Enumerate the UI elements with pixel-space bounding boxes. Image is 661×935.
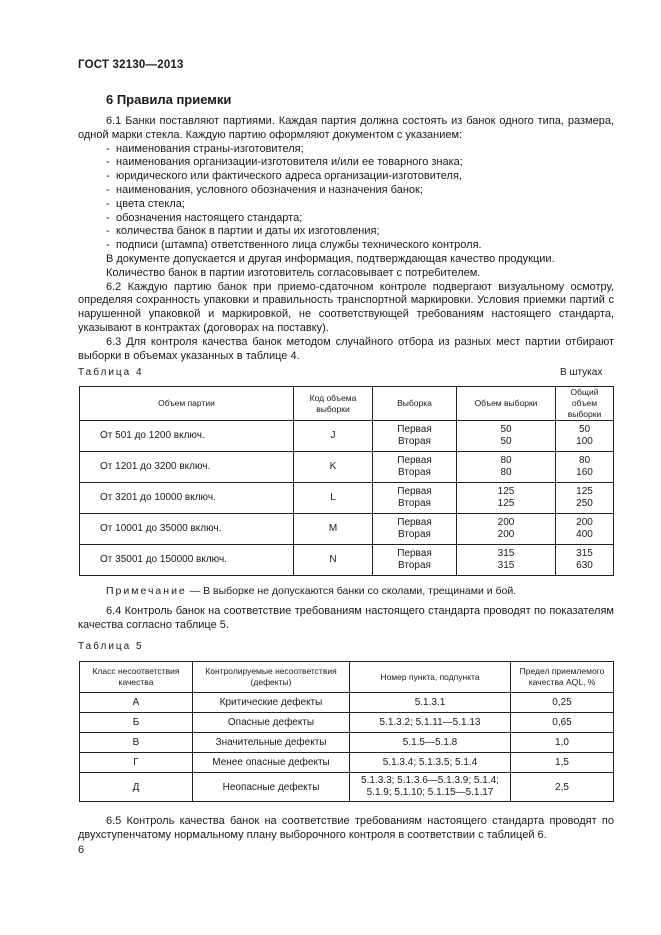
list-item: - наименования страны-изготовителя; [106, 142, 304, 155]
table-row: От 3201 до 10000 включ. L Первая Вторая 125 125 125 250 [80, 483, 614, 514]
table-4-caption: Таблица 4 [78, 367, 144, 378]
table-header: Объем выборки [457, 387, 556, 421]
table-row: Б Опасные дефекты 5.1.3.2; 5.1.11—5.1.13 0,65 [80, 713, 614, 733]
list-item: - обозначения настоящего стандарта; [106, 211, 303, 224]
paragraph-6-5: 6.5 Контроль качества банок на соответствие требованиям настоящего стандарта проводят по двухступенчатому нормальному плану выборочного контроля в соответствии с таблицей 6. [78, 815, 614, 841]
list-item: - подписи (штампа) ответственного лица службы технического контроля. [106, 239, 482, 252]
table-4 [79, 386, 614, 576]
table-row: Д Неопасные дефекты 5.1.3.3; 5.1.3.6—5.1.3.9; 5.1.4; 5.1.9; 5.1.10; 5.1.15—5.1.17 2,5 [80, 773, 614, 802]
table-row: От 10001 до 35000 включ. M Первая Вторая 200 200 200 400 [80, 514, 614, 545]
page-number: 6 [78, 844, 85, 856]
table-5 [79, 661, 614, 802]
table-header: Объем партии [80, 387, 294, 421]
document-header: ГОСТ 32130—2013 [78, 59, 184, 71]
paragraph-6-1-extra: В документе допускается и другая информация, подтверждающая качество продукции. [106, 252, 555, 265]
paragraph-6-1: 6.1 Банки поставляют партиями. Каждая партия должна состоять из банок одного типа, размера, одной марки стекла. Каждую партию оформляют документом с указанием: [78, 115, 614, 141]
section-body [78, 115, 614, 363]
table-header: Класс несоответствия качества [80, 662, 193, 693]
table-header: Общий объем выборки [556, 387, 614, 421]
section-title: 6 Правила приемки [106, 92, 232, 107]
table-note: Примечание — В выборке не допускаются банки со сколами, трещинами и бой. [106, 585, 517, 597]
table-header: Код объема выборки [294, 387, 373, 421]
paragraph-6-1-extra: Количество банок в партии изготовитель согласовывает с потребителем. [106, 266, 481, 279]
list-item: - количества банок в партии и даты их изготовления; [106, 225, 380, 238]
list-item: - юридического или фактического адреса организации-изготовителя, [106, 170, 462, 183]
list-item: - наименования организации-изготовителя и/или ее товарного знака; [106, 156, 463, 169]
table-row: От 501 до 1200 включ. J Первая Вторая 50 50 50 100 [80, 421, 614, 452]
paragraph-6-2: 6.2 Каждую партию банок при приемо-сдаточном контроле подвергают визуальному осмотру, определяя сохранность упаковки и правильность транспортной маркировки. Условия приемки партий с нарушенной упаковкой и маркировкой, не соответствующей требованиям настоящего стандарта, указывают в контрактах (договорах на поставку). [78, 280, 614, 334]
table-header: Номер пункта, подпункта [350, 662, 511, 693]
table-row: Г Менее опасные дефекты 5.1.3.4; 5.1.3.5; 5.1.4 1,5 [80, 753, 614, 773]
paragraph-6-4: 6.4 Контроль банок на соответствие требованиям настоящего стандарта проводят по показателям качества согласно таблице 5. [78, 605, 614, 631]
table-row: От 1201 до 3200 включ. K Первая Вторая 80 80 80 160 [80, 452, 614, 483]
table-row: В Значительные дефекты 5.1.5—5.1.8 1,0 [80, 733, 614, 753]
table-row: А Критические дефекты 5.1.3.1 0,25 [80, 693, 614, 713]
table-row: От 35001 до 150000 включ. N Первая Вторая 315 315 315 630 [80, 545, 614, 576]
table-header: Выборка [373, 387, 457, 421]
list-item: - наименования, условного обозначения и назначения банок; [106, 183, 423, 196]
table-5-caption: Таблица 5 [78, 641, 144, 652]
table-header: Контролируемые несоответствия (дефекты) [193, 662, 350, 693]
table-header: Предел приемлемого качества AQL, % [511, 662, 614, 693]
paragraph-6-3: 6.3 Для контроля качества банок методом случайного отбора из разных мест партии отбирают выборки в объемах указанных в таблице 4. [78, 335, 614, 362]
list-item: - цвета стекла; [106, 197, 185, 210]
table-4-unit: В штуках [560, 367, 603, 378]
